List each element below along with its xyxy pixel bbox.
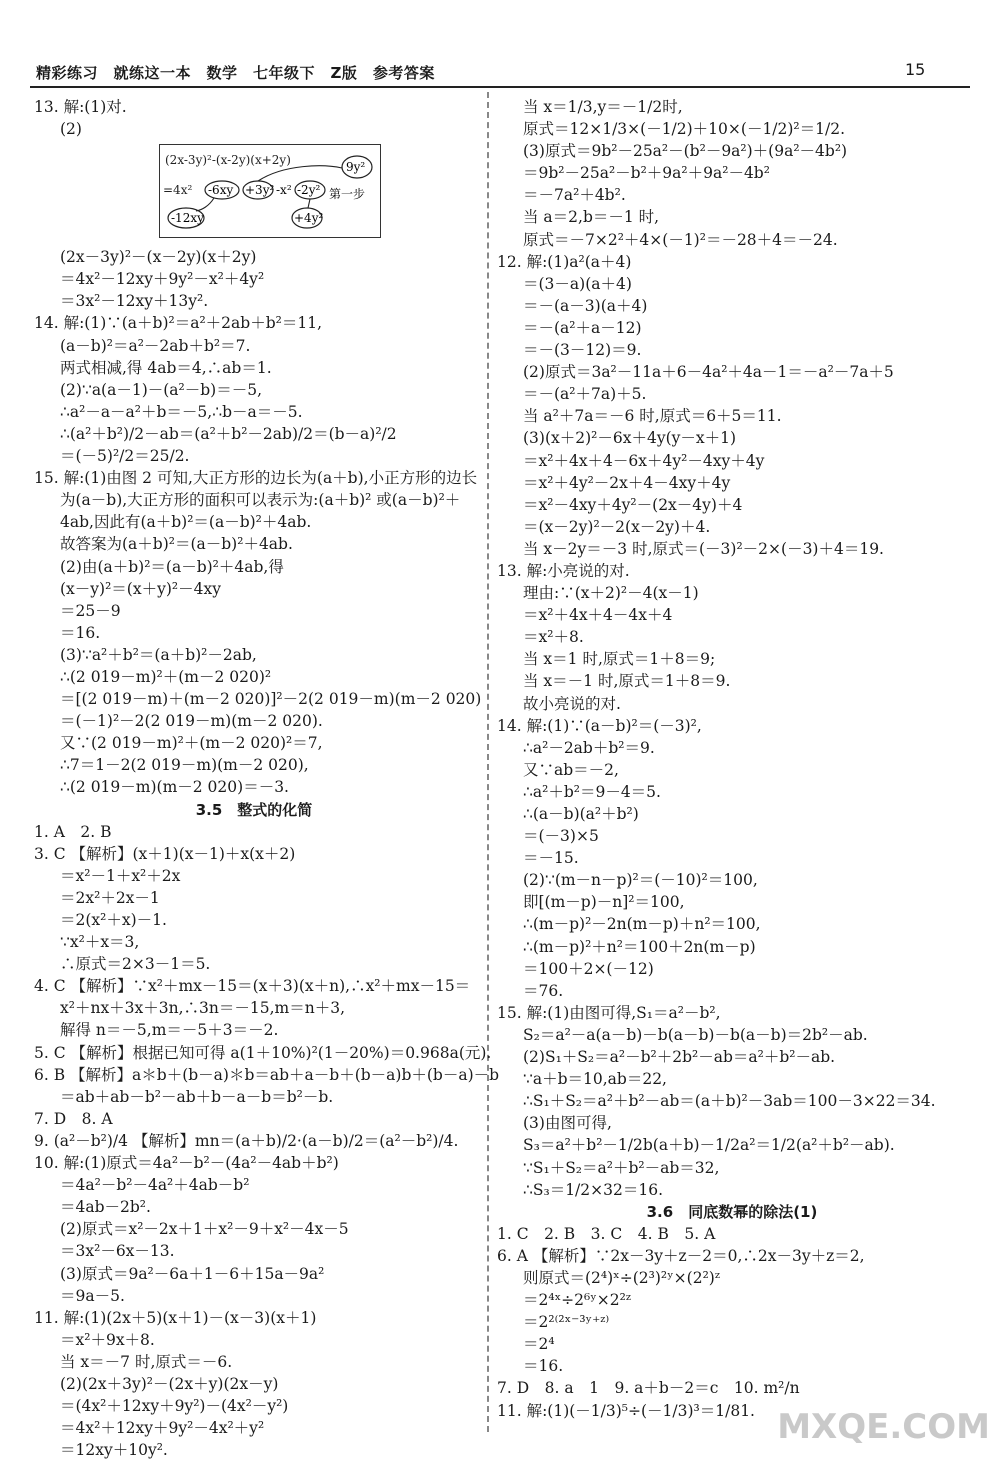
left-column	[34, 96, 500, 1461]
answer-line: 即[(m－p)－n]²＝100,	[523, 893, 685, 912]
answer-line: ＝16.	[60, 623, 101, 642]
answer-line: 13. 解:小亮说的对.	[497, 561, 630, 580]
running-header: 精彩练习 就练这一本 数学 七年级下 Z版 参考答案	[36, 64, 435, 82]
answer-line: 4. C 【解析】∵x²＋mx－15＝(x＋3)(x＋n),∴x²＋mx－15＝	[34, 977, 471, 996]
answer-line: 当 a＝2,b＝－1 时,	[523, 208, 660, 227]
answer-line: S₂＝a²－a(a－b)－b(a－b)－b(a－b)＝2b²－ab.	[523, 1025, 868, 1044]
answer-line: ＝x²＋8.	[523, 628, 584, 647]
answer-line: ＝x²－1＋x²＋2x	[60, 866, 181, 885]
answer-line: 原式＝－7×2²＋4×(－1)²＝－28＋4＝－24.	[523, 230, 838, 249]
column-divider	[487, 92, 489, 1432]
answer-line: ＝2x²＋2x－1	[60, 888, 160, 907]
answer-line: 当 a²＋7a＝－6 时,原式＝6＋5＝11.	[523, 407, 782, 426]
answer-line: (3)原式＝9b²－25a²－(b²－9a²)＋(9a²－4b²)	[523, 142, 848, 161]
answer-line: 4ab,因此有(a＋b)²＝(a－b)²＋4ab.	[60, 513, 312, 532]
term-12xy: -12xy	[171, 211, 204, 226]
answer-line: ＝－(a²＋7a)＋5.	[523, 385, 647, 404]
link-3y2-9y2	[258, 166, 342, 181]
figure-drawing	[34, 144, 474, 240]
answer-line: 9. (a²－b²)/4 【解析】mn＝(a＋b)/2·(a－b)/2＝(a²－b²)/4.	[34, 1131, 459, 1150]
answer-line: 当 x＝1 时,原式＝1＋8＝9;	[523, 650, 716, 669]
term-9y2: 9y²	[346, 160, 366, 175]
answer-line: ＝－(a－3)(a＋4)	[523, 296, 648, 315]
figure-line-2: =4x²	[163, 183, 193, 198]
figure-line-1: (2x-3y)²-(x-2y)(x+2y)	[165, 153, 291, 168]
answer-line: ∴a²－a－a²＋b＝－5,∴b－a＝－5.	[60, 402, 303, 421]
answer-line: (2)由(a＋b)²＝(a－b)²＋4ab,得	[60, 557, 284, 576]
answer-line: (2)	[60, 120, 82, 139]
answer-line: (2)原式＝3a²－11a＋6－4a²＋4a－1＝－a²－7a＋5	[523, 363, 894, 382]
answer-line: 当 x＝1/3,y＝－1/2时,	[523, 98, 683, 116]
answer-line: (3)由图可得,	[523, 1114, 612, 1133]
answer-line: 7. D 8. a 1 9. a＋b－2＝c 10. m²/n	[497, 1379, 800, 1398]
answer-line: 15. 解:(1)由图 2 可知,大正方形的边长为(a＋b),小正方形的边长	[34, 469, 478, 488]
answer-line: 7. D 8. A	[34, 1109, 113, 1128]
answer-line: 13. 解:(1)对.	[34, 98, 127, 116]
answer-line: 故小亮说的对.	[523, 694, 621, 713]
answer-line: ∴a²－2ab＋b²＝9.	[523, 738, 655, 757]
answer-line: ∴7＝1－2(2 019－m)(m－2 020),	[60, 756, 309, 775]
answer-line: ＝ab＋ab－b²－ab＋b－a－b＝b²－b.	[60, 1087, 334, 1106]
answer-line: (3)(x＋2)²－6x＋4y(y－x＋1)	[523, 429, 737, 448]
answer-line: ＝2⁴	[523, 1335, 555, 1354]
link-2y2-4y2	[308, 199, 310, 208]
answer-line: ＝76.	[523, 981, 564, 1000]
answer-line: ＝(－1)²－2(2 019－m)(m－2 020).	[60, 712, 323, 731]
answer-line: ＝2²⁽²ˣ⁻³ʸ⁺ᶻ⁾	[523, 1313, 610, 1332]
answer-line: ＝x²＋4x＋4－4x＋4	[523, 606, 673, 625]
answer-line: ∴(2 019－m)²＋(m－2 020)²	[60, 667, 272, 686]
page-number: 15	[905, 60, 926, 79]
answer-line: 当 x－2y＝－3 时,原式＝(－3)²－2×(－3)＋4＝19.	[523, 539, 884, 558]
answer-line: 解得 n＝－5,m＝－5＋3＝－2.	[60, 1021, 279, 1040]
answer-line: ＝3x²－6x－13.	[60, 1242, 175, 1261]
answer-line: 两式相减,得 4ab＝4,∴ab＝1.	[60, 358, 272, 377]
answer-line: ∵a＋b＝10,ab＝22,	[523, 1070, 667, 1089]
answer-line: ＝4ab－2b².	[60, 1198, 151, 1217]
answer-line: 又∵(2 019－m)²＋(m－2 020)²＝7,	[60, 734, 323, 753]
answer-line: 故答案为(a＋b)²＝(a－b)²＋4ab.	[60, 535, 293, 554]
answer-line: ＝x²＋4y²－2x＋4－4xy＋4y	[523, 473, 731, 492]
answer-line: ＝－7a²＋4b².	[523, 186, 626, 205]
answer-line: ＝[(2 019－m)＋(m－2 020)]²－2(2 019－m)(m－2 020)	[60, 690, 482, 709]
answer-line: ＝(4x²＋12xy＋9y²)－(4x²－y²)	[60, 1397, 289, 1416]
answer-line: ＝(x－2y)²－2(x－2y)＋4.	[523, 517, 711, 536]
answer-line: (3)原式＝9a²－6a＋1－6＋15a－9a²	[60, 1264, 325, 1283]
answer-line: ＝4x²－12xy＋9y²－x²＋4y²	[60, 270, 265, 289]
answer-line: S₃＝a²＋b²－1/2b(a＋b)－1/2a²＝1/2(a²＋b²－ab).	[523, 1136, 895, 1155]
answer-line: ＝(3－a)(a＋4)	[523, 274, 632, 293]
answer-line: ＝9a－5.	[60, 1286, 125, 1305]
answer-line: (a－b)²＝a²－2ab＋b²＝7.	[60, 336, 251, 355]
answer-line: ＝－(a²＋a－12)	[523, 318, 642, 337]
answer-line: 11. 解:(1)(2x＋5)(x＋1)－(x－3)(x＋1)	[34, 1308, 317, 1327]
term-x2: -x²	[276, 183, 292, 198]
answer-line: (2)(2x＋3y)²－(2x＋y)(2x－y)	[60, 1374, 279, 1393]
answer-line: ∴(a²＋b²)/2－ab＝(a²＋b²－2ab)/2＝(b－a)²/2	[60, 424, 397, 443]
header-rule	[30, 86, 970, 88]
answer-line: ＝2⁴ˣ÷2⁶ʸ×2²ᶻ	[523, 1291, 631, 1310]
answer-line: (2)∵a(a－1)－(a²－b)＝－5,	[60, 380, 263, 399]
answer-line: ＝(－5)²/2＝25/2.	[60, 447, 190, 466]
right-column	[497, 96, 967, 1422]
answer-line: 原式＝12×1/3×(－1/2)＋10×(－1/2)²＝1/2.	[523, 120, 846, 139]
answer-line: 3. C 【解析】(x＋1)(x－1)＋x(x＋2)	[34, 844, 296, 863]
answer-line: ∵S₁＋S₂＝a²＋b²－ab＝32,	[523, 1158, 720, 1177]
answer-line: 当 x＝－1 时,原式＝1＋8＝9.	[523, 672, 731, 691]
answer-line: (2x－3y)²－(x－2y)(x＋2y)	[60, 248, 257, 267]
answer-line: (x－y)²＝(x＋y)²－4xy	[60, 579, 221, 598]
answer-line: 则原式＝(2⁴)ˣ÷(2³)²ʸ×(2²)ᶻ	[523, 1268, 720, 1287]
answer-line: 6. B 【解析】a＊b＋(b－a)＊b＝ab＋a－b＋(b－a)b＋(b－a)－b	[34, 1065, 500, 1084]
answer-line: x²＋nx＋3x＋3n,∴3n＝－15,m＝n＋3,	[60, 999, 346, 1018]
answer-line: 又∵ab＝－2,	[523, 760, 619, 779]
answer-line: 为(a－b),大正方形的面积可以表示为:(a＋b)² 或(a－b)²＋	[60, 491, 461, 510]
answer-line: ＝x²＋9x＋8.	[60, 1330, 155, 1349]
answer-line: ＝(－3)×5	[523, 827, 599, 846]
answer-line: 1. A 2. B	[34, 822, 112, 841]
term-2y2: -2y²	[297, 183, 321, 198]
answer-line: 5. C 【解析】根据已知可得 a(1＋10%)²(1－20%)＝0.968a(元).	[34, 1043, 492, 1062]
answer-line: 理由:∵(x＋2)²－4(x－1)	[523, 584, 699, 603]
answer-line: ∴S₁＋S₂＝a²＋b²－ab＝(a＋b)²－3ab＝100－3×22＝34.	[523, 1092, 936, 1111]
answer-line: ＝9b²－25a²－b²＋9a²＋9a²－4b²	[523, 164, 770, 183]
answer-line: 1. C 2. B 3. C 4. B 5. A	[497, 1224, 716, 1243]
answer-line: ∴(m－p)²－2n(m－p)＋n²＝100,	[523, 915, 761, 934]
answer-line: ＝4x²＋12xy＋9y²－4x²＋y²	[60, 1419, 265, 1438]
answer-line: (3)∵a²＋b²＝(a＋b)²－2ab,	[60, 645, 257, 664]
term-3y2: +3y²	[245, 183, 275, 198]
answer-line: (2)S₁＋S₂＝a²－b²＋2b²－ab＝a²＋b²－ab.	[523, 1048, 836, 1067]
answer-line: 当 x＝－7 时,原式＝－6.	[60, 1352, 233, 1371]
answer-line: 14. 解:(1)∵(a＋b)²＝a²＋2ab＋b²＝11,	[34, 314, 322, 333]
answer-line: 6. A 【解析】∵2x－3y＋z－2＝0,∴2x－3y＋z＝2,	[497, 1246, 865, 1265]
answer-line: ∴原式＝2×3－1＝5.	[60, 955, 211, 974]
answer-line: 10. 解:(1)原式＝4a²－b²－(4a²－4ab＋b²)	[34, 1154, 339, 1173]
answer-line: (2)原式＝x²－2x＋1＋x²－9＋x²－4x－5	[60, 1220, 349, 1239]
answer-line: ∴(m－p)²＋n²＝100＋2n(m－p)	[523, 937, 756, 956]
error-analysis-figure	[34, 144, 474, 240]
answer-line: ∴(a－b)(a²＋b²)	[523, 805, 639, 823]
answer-line: ＝4a²－b²－4a²＋4ab－b²	[60, 1176, 250, 1195]
answer-line: ∴(2 019－m)(m－2 020)＝－3.	[60, 778, 289, 797]
answer-line: 11. 解:(1)(－1/3)⁵÷(－1/3)³＝1/81.	[497, 1401, 755, 1420]
link-6xy-12xy	[196, 198, 214, 211]
term-4y2: +4y²	[294, 211, 324, 226]
term-6xy: -6xy	[208, 183, 234, 198]
answer-line: ∵x²＋x＝3,	[60, 933, 140, 952]
section-heading: 3.6 同底数幂的除法(1)	[646, 1202, 818, 1221]
answer-line: ＝2(x²＋x)－1.	[60, 911, 167, 929]
answer-line: ∴S₃＝1/2×32＝16.	[523, 1180, 663, 1199]
answer-line: (2)∵(m－n－p)²＝(－10)²＝100,	[523, 871, 758, 890]
answer-line: ＝x²－4xy＋4y²－(2x－4y)＋4	[523, 495, 743, 514]
answer-line: ＝3x²－12xy＋13y².	[60, 292, 209, 311]
answer-line: ＝16.	[523, 1357, 564, 1376]
answer-line: ∴a²＋b²＝9－4＝5.	[523, 782, 661, 801]
section-heading: 3.5 整式的化简	[195, 800, 313, 819]
answer-line: 12. 解:(1)a²(a＋4)	[497, 252, 632, 271]
answer-line: ＝x²＋4x＋4－6x＋4y²－4xy＋4y	[523, 451, 765, 470]
answer-line: ＝100＋2×(－12)	[523, 959, 654, 978]
watermark-logo: MXQE.COM	[777, 1407, 990, 1447]
answer-line: 14. 解:(1)∵(a－b)²＝(－3)²,	[497, 716, 702, 735]
answer-line: ＝12xy＋10y².	[60, 1441, 168, 1460]
answer-line: ＝－(3－12)＝9.	[523, 341, 642, 360]
answer-line: ＝－15.	[523, 849, 579, 868]
step-label: 第一步	[329, 187, 366, 202]
answer-line: 15. 解:(1)由图可得,S₁＝a²－b²,	[497, 1003, 721, 1022]
answer-line: ＝25－9	[60, 601, 121, 620]
